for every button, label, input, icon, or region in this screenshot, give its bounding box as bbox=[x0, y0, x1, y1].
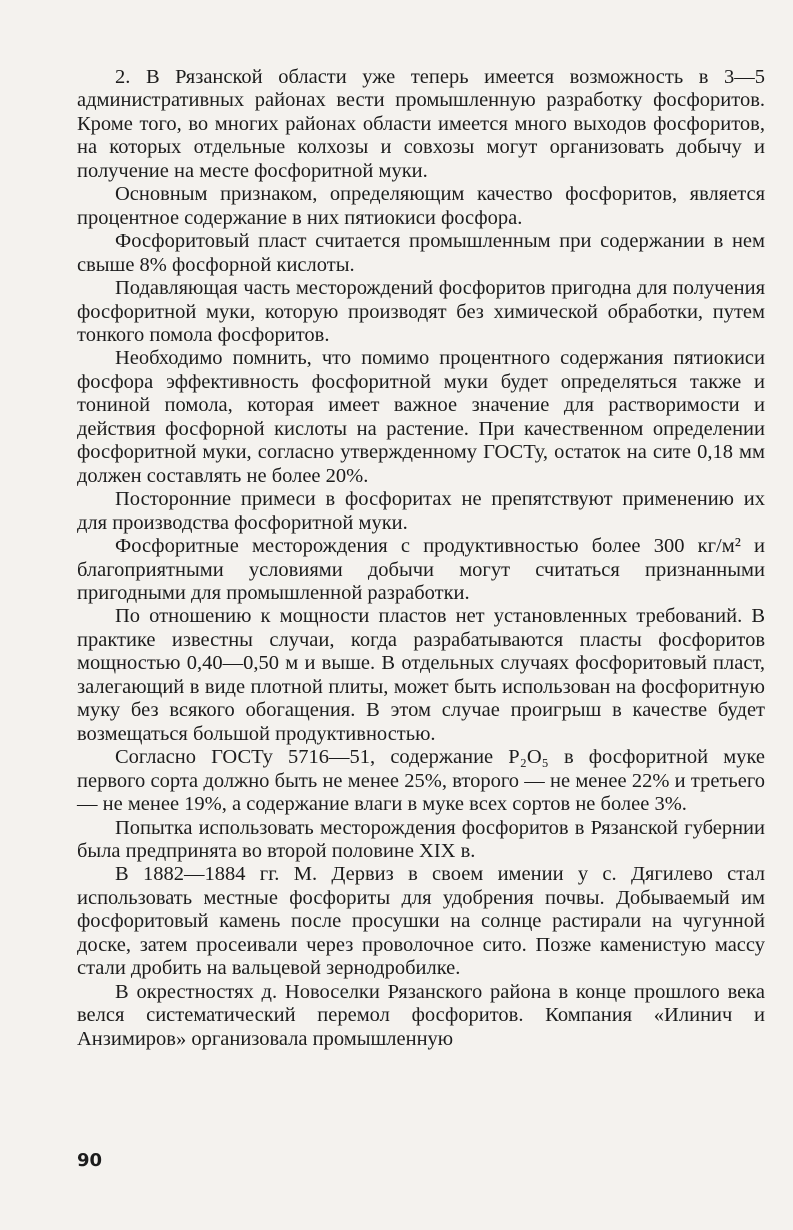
paragraph: Фосфоритные месторождения с продуктивностью более 300 кг/м² и благоприятными условиями добычи могут считаться признанными пригодными для промышленной разработки. bbox=[77, 535, 765, 604]
paragraph: Попытка использовать месторождения фосфоритов в Рязанской губернии была предпринята во второй половине XIX в. bbox=[77, 816, 765, 862]
paragraph: Подавляющая часть месторождений фосфоритов пригодна для получения фосфоритной муки, которую производят без химической обработки, путем тонкого помола фосфоритов. bbox=[77, 277, 765, 346]
paragraph: Согласно ГОСТу 5716—51, содержание P₂O₅ в фосфоритной муке первого сорта должно быть не менее 25%, второго — не менее 22% и третьего — не менее 19%, а содержание влаги в муке всех сортов не более 3%. bbox=[77, 746, 765, 816]
paragraph: Основным признаком, определяющим качество фосфоритов, является процентное содержание в них пятиокиси фосфора. bbox=[77, 183, 765, 229]
paragraph: В окрестностях д. Новоселки Рязанского района в конце прошлого века велся систематический перемол фосфоритов. Компания «Илинич и Анзимиров» организовала промышленную bbox=[77, 980, 765, 1050]
body-text bbox=[77, 66, 765, 1051]
paragraph: Фосфоритовый пласт считается промышленным при содержании в нем свыше 8% фосфорной кислоты. bbox=[77, 230, 765, 276]
paragraph: Посторонние примеси в фосфоритах не препятствуют применению их для производства фосфоритной муки. bbox=[77, 488, 765, 534]
paragraph: По отношению к мощности пластов нет установленных требований. В практике известны случаи, когда разрабатываются пласты фосфоритов мощностью 0,40—0,50 м и выше. В отдельных случаях фосфоритовый пласт, залегающий в виде плотной плиты, может быть использован на фосфоритную муку без всякого обогащения. В этом случае проигрыш в качестве будет возмещаться большой продуктивностью. bbox=[77, 605, 765, 745]
page-number: 90 bbox=[77, 1150, 103, 1171]
paragraph: 2. В Рязанской области уже теперь имеется возможность в 3—5 административных районах вести промышленную разработку фосфоритов. Кроме того, во многих районах области имеется много выходов фосфоритов, на которых отдельные колхозы и совхозы могут организовать добычу и получение на месте фосфоритной муки. bbox=[77, 66, 765, 182]
paragraph: Необходимо помнить, что помимо процентного содержания пятиокиси фосфора эффективность фосфоритной муки будет определяться также и тониной помола, которая имеет важное значение для растворимости и действия фосфорной кислоты на растение. При качественном определении фосфоритной муки, согласно утвержденному ГОСТу, остаток на сите 0,18 мм должен составлять не более 20%. bbox=[77, 347, 765, 487]
paragraph: В 1882—1884 гг. М. Дервиз в своем имении у с. Дягилево стал использовать местные фосфориты для удобрения почвы. Добываемый им фосфоритовый камень после просушки на солнце растирали на чугунной доске, затем просеивали через проволочное сито. Позже каменистую массу стали дробить на вальцевой зернодробилке. bbox=[77, 863, 765, 980]
